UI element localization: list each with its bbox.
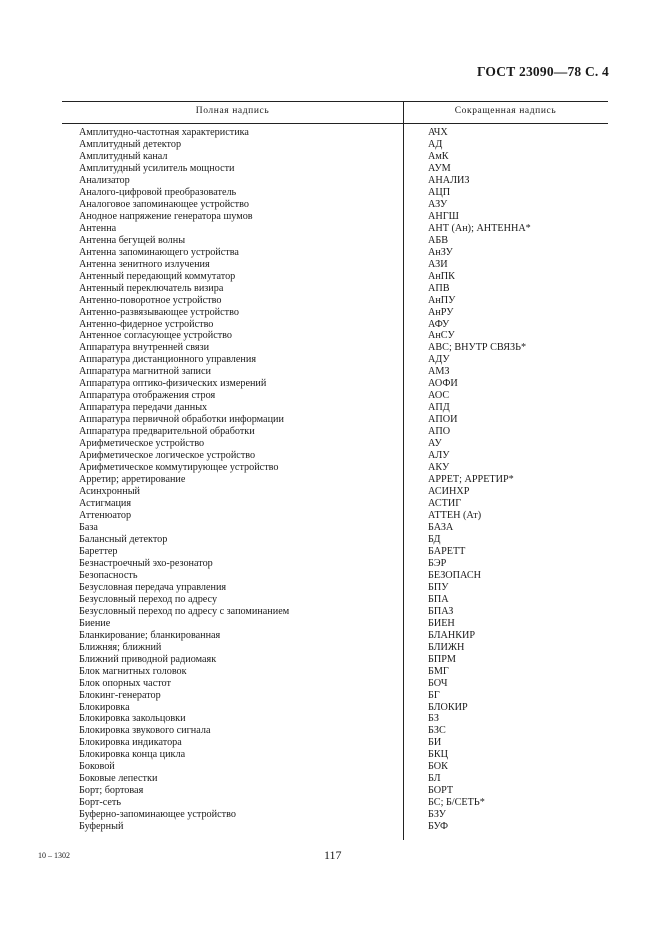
abbreviation-cell: БИ [428, 737, 442, 749]
full-name-cell: Амплитудный усилитель мощности [79, 162, 235, 174]
abbreviation-cell: АРРЕТ; АРРЕТИР* [428, 474, 514, 486]
table-row [62, 283, 608, 295]
full-name-cell: Аппаратура предварительной обработки [79, 426, 255, 438]
full-name-cell: Безнастроечный эхо-резонатор [79, 557, 213, 569]
table-row [62, 510, 608, 522]
full-name-cell: Безусловный переход по адресу [79, 593, 218, 605]
table-row [62, 450, 608, 462]
full-name-cell: Антенна бегущей волны [79, 234, 186, 246]
table-row [62, 151, 608, 163]
abbreviation-cell: БПАЗ [428, 605, 454, 617]
table-row [62, 809, 608, 821]
abbreviation-cell: АБВ [428, 234, 449, 246]
table-row [62, 474, 608, 486]
table-row [62, 558, 608, 570]
full-name-cell: Буферно-запоминающее устройство [79, 809, 236, 821]
abbreviation-cell: АнПК [428, 270, 455, 282]
abbreviation-cell: БПРМ [428, 653, 456, 665]
table-row [62, 725, 608, 737]
table-row [62, 342, 608, 354]
table-row [62, 211, 608, 223]
full-name-cell: Безопасность [79, 569, 138, 581]
full-name-cell: Борт-сеть [79, 797, 122, 809]
abbreviation-cell: БС; Б/СЕТЬ* [428, 797, 485, 809]
abbreviation-cell: БОК [428, 761, 448, 773]
table-row [62, 594, 608, 606]
abbreviation-cell: АДУ [428, 354, 450, 366]
table-row [62, 127, 608, 139]
full-name-cell: Блок магнитных головок [79, 665, 187, 677]
full-name-cell: Амплитудно-частотная характеристика [79, 127, 249, 138]
full-name-cell: Бареттер [79, 545, 118, 557]
abbreviation-cell: БЛИЖН [428, 641, 465, 653]
full-name-cell: Антенна запоминающего устройства [79, 246, 239, 258]
abbreviation-cell: АЧХ [428, 127, 448, 138]
full-name-cell: Блокировка закольцовки [79, 713, 186, 725]
full-name-cell: Асинхронный [79, 486, 141, 498]
table-row [62, 797, 608, 809]
table-row [62, 330, 608, 342]
table-row [62, 498, 608, 510]
abbreviation-cell: БМГ [428, 665, 449, 677]
abbreviation-cell: БГ [428, 689, 440, 701]
abbreviation-cell: АЦП [428, 186, 451, 198]
abbreviation-cell: АСИНХР [428, 486, 470, 498]
table-row [62, 642, 608, 654]
abbreviation-cell: БПА [428, 593, 449, 605]
table-row [62, 582, 608, 594]
full-name-cell: Аттенюатор [79, 510, 132, 521]
abbreviation-table [62, 101, 608, 833]
full-name-cell: Блокинг-генератор [79, 689, 161, 701]
abbreviation-cell: АнРУ [428, 306, 454, 318]
table-row [62, 402, 608, 414]
abbreviation-cell: АнПУ [428, 294, 456, 306]
table-row [62, 354, 608, 366]
table-row [62, 486, 608, 498]
full-name-cell: Аппаратура первичной обработки информации [79, 414, 284, 426]
abbreviation-cell: БПУ [428, 581, 449, 593]
table-row [62, 534, 608, 546]
abbreviation-cell: АмК [428, 150, 449, 162]
table-row [62, 175, 608, 187]
full-name-cell: Аппаратура передачи данных [79, 402, 208, 414]
table-row [62, 187, 608, 199]
full-name-cell: Аппаратура дистанционного управления [79, 354, 257, 366]
table-row [62, 462, 608, 474]
full-name-cell: Боковой [79, 761, 115, 773]
full-name-cell: Анализатор [79, 174, 130, 186]
full-name-cell: Ближний приводной радиомаяк [79, 653, 217, 665]
table-row [62, 390, 608, 402]
abbreviation-cell: БЛ [428, 773, 441, 785]
abbreviation-cell: АКУ [428, 462, 450, 474]
abbreviation-cell: БЛАНКИР [428, 629, 476, 641]
table-row [62, 426, 608, 438]
table-row [62, 678, 608, 690]
abbreviation-cell: АУ [428, 438, 442, 450]
full-name-cell: Антенно-фидерное устройство [79, 318, 214, 330]
table-row [62, 522, 608, 534]
full-name-cell: Антенна зенитного излучения [79, 258, 210, 270]
table-row [62, 821, 608, 833]
abbreviation-cell: БЗС [428, 725, 446, 737]
table-row [62, 223, 608, 235]
column-divider [403, 101, 404, 840]
abbreviation-cell: БЕЗОПАСН [428, 569, 482, 581]
full-name-cell: Боковые лепестки [79, 773, 158, 785]
table-row [62, 271, 608, 283]
full-name-cell: Арифметическое коммутирующее устройство [79, 462, 279, 474]
table-row [62, 414, 608, 426]
abbreviation-cell: АЗИ [428, 258, 448, 270]
abbreviation-cell: АНТ (Ан); АНТЕННА* [428, 222, 531, 234]
abbreviation-cell: БАЗА [428, 521, 454, 533]
full-name-cell: Буферный [79, 821, 124, 833]
full-name-cell: Антенное согласующее устройство [79, 330, 233, 342]
abbreviation-cell: АФУ [428, 318, 450, 330]
table-row [62, 713, 608, 725]
full-name-cell: Антенна [79, 222, 117, 234]
full-name-cell: Безусловная передача управления [79, 581, 227, 593]
full-name-cell: Борт; бортовая [79, 785, 144, 797]
abbreviation-cell: АМЗ [428, 366, 450, 378]
abbreviation-cell: АНАЛИЗ [428, 174, 470, 186]
table-row [62, 295, 608, 307]
full-name-cell: Бланкирование; бланкированная [79, 629, 221, 641]
table-row [62, 199, 608, 211]
abbreviation-cell: БУФ [428, 821, 448, 833]
full-name-cell: Аппаратура внутренней связи [79, 342, 210, 354]
abbreviation-cell: БОРТ [428, 785, 454, 797]
full-name-cell: Аппаратура оптико-физических измерений [79, 378, 267, 390]
abbreviation-cell: АНГШ [428, 210, 459, 222]
column-header-full: Полная надпись [195, 106, 270, 116]
abbreviation-cell: БАРЕТТ [428, 545, 466, 557]
full-name-cell: Аналоговое запоминающее устройство [79, 198, 249, 210]
full-name-cell: Биение [79, 617, 111, 629]
page-number: 117 [324, 848, 342, 862]
table-row [62, 366, 608, 378]
abbreviation-cell: АОС [428, 390, 450, 402]
full-name-cell: Астигмация [79, 498, 132, 510]
full-name-cell: Арифметическое устройство [79, 438, 205, 450]
full-name-cell: Блокировка конца цикла [79, 749, 186, 761]
page-header: ГОСТ 23090—78 С. 4 [476, 64, 609, 79]
printer-code: 10 – 1302 [38, 851, 70, 860]
table-row [62, 666, 608, 678]
table-row [62, 546, 608, 558]
table-body [62, 127, 608, 833]
full-name-cell: Антенный переключатель визира [79, 282, 224, 294]
full-name-cell: Аналого-цифровой преобразователь [79, 186, 237, 198]
full-name-cell: Арифметическое логическое устройство [79, 450, 256, 462]
abbreviation-cell: АПВ [428, 282, 450, 294]
full-name-cell: Антенно-развязывающее устройство [79, 306, 239, 318]
table-row [62, 378, 608, 390]
table-row [62, 570, 608, 582]
table-header-rule [62, 123, 608, 124]
abbreviation-cell: АОФИ [428, 378, 458, 390]
abbreviation-cell: АЛУ [428, 450, 450, 462]
full-name-cell: Блокировка [79, 701, 130, 713]
table-row [62, 773, 608, 785]
column-header-abbr: Сокращенная надпись [454, 106, 557, 116]
table-row [62, 702, 608, 714]
abbreviation-cell: БКЦ [428, 749, 449, 761]
table-row [62, 163, 608, 175]
full-name-cell: Ближняя; ближний [79, 641, 162, 653]
full-name-cell: Блокировка звукового сигнала [79, 725, 211, 737]
table-row [62, 438, 608, 450]
abbreviation-cell: АУМ [428, 162, 451, 174]
abbreviation-cell: БД [428, 533, 441, 545]
abbreviation-cell: БЗ [428, 713, 439, 725]
abbreviation-cell: АСТИГ [428, 498, 462, 510]
full-name-cell: Балансный детектор [79, 533, 168, 545]
table-header [62, 102, 608, 123]
full-name-cell: Анодное напряжение генератора шумов [79, 210, 253, 222]
table-row [62, 606, 608, 618]
full-name-cell: Амплитудный детектор [79, 138, 182, 150]
abbreviation-cell: АЗУ [428, 198, 448, 210]
abbreviation-cell: БЭР [428, 557, 447, 569]
abbreviation-cell: АПОИ [428, 414, 458, 426]
abbreviation-cell: БИЕН [428, 617, 455, 629]
abbreviation-cell: АД [428, 138, 443, 150]
full-name-cell: База [79, 521, 98, 533]
abbreviation-cell: АВС; ВНУТР СВЯЗЬ* [428, 342, 527, 354]
abbreviation-cell: АПО [428, 426, 451, 438]
abbreviation-cell: БЛОКИР [428, 701, 468, 713]
table-row [62, 235, 608, 247]
table-row [62, 247, 608, 259]
table-row [62, 690, 608, 702]
table-row [62, 761, 608, 773]
table-row [62, 749, 608, 761]
table-row [62, 654, 608, 666]
abbreviation-cell: БЗУ [428, 809, 446, 821]
full-name-cell: Аппаратура отображения строя [79, 390, 216, 402]
abbreviation-cell: АПД [428, 402, 450, 414]
abbreviation-cell: АнЗУ [428, 246, 453, 258]
full-name-cell: Блокировка индикатора [79, 737, 182, 749]
full-name-cell: Антенный передающий коммутатор [79, 270, 236, 282]
table-row [62, 307, 608, 319]
full-name-cell: Амплитудный канал [79, 150, 168, 162]
full-name-cell: Арретир; арретирование [79, 474, 186, 486]
full-name-cell: Безусловный переход по адресу с запоминанием [79, 605, 290, 617]
full-name-cell: Аппаратура магнитной записи [79, 366, 211, 378]
full-name-cell: Антенно-поворотное устройство [79, 294, 222, 306]
table-row [62, 319, 608, 331]
abbreviation-cell: БОЧ [428, 677, 448, 689]
table-row [62, 139, 608, 151]
table-row [62, 618, 608, 630]
table-row [62, 737, 608, 749]
abbreviation-cell: АТТЕН (Ат) [428, 510, 482, 521]
full-name-cell: Блок опорных частот [79, 677, 171, 689]
table-row [62, 259, 608, 271]
table-row [62, 630, 608, 642]
abbreviation-cell: АнСУ [428, 330, 455, 342]
table-row [62, 785, 608, 797]
